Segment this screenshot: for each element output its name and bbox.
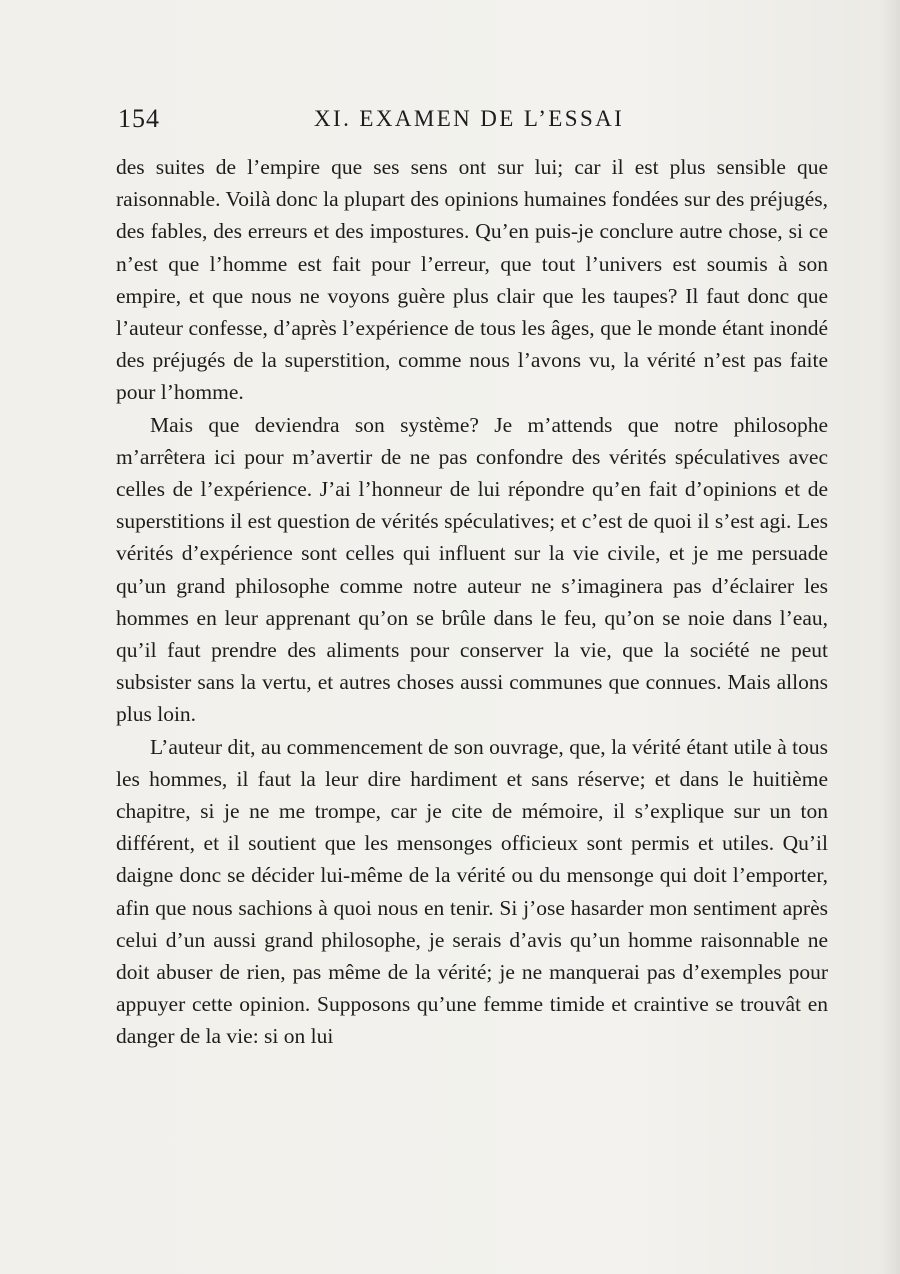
paragraph-3: L’auteur dit, au commencement de son ouvrage, que, la vérité étant utile à tous les hommes, il faut la leur dire hardiment et sans réserve; et dans le huitième chapitre, si je ne me trompe, car je cite de mémoire, il s’explique sur un ton différent, et il soutient que les mensonges officieux sont permis et utiles. Qu’il daigne donc se décider lui-même de la vérité ou du mensonge qui doit l’emporter, afin que nous sachions à quoi nous en tenir. Si j’ose hasarder mon sentiment après celui d’un aussi grand philosophe, je serais d’avis qu’un homme raisonnable ne doit abuser de rien, pas même de la vérité; je ne manquerai pas d’exemples pour appuyer cette opinion. Supposons qu’une femme timide et craintive se trouvât en danger de la vie: si on lui: [116, 734, 828, 1049]
paragraph-1: des suites de l’empire que ses sens ont sur lui; car il est plus sensible que raisonnable. Voilà donc la plupart des opinions humaines fondées sur des préjugés, des fables, des erreurs et des impostures. Qu’en puis-je conclure autre chose, si ce n’est que l’homme est fait pour l’erreur, que tout l’univers est soumis à son empire, et que nous ne voyons guère plus clair que les taupes? Il faut donc que l’auteur confesse, d’après l’expérience de tous les âges, que le monde étant inondé des préjugés de la superstition, comme nous l’avons vu, la vérité n’est pas faite pour l’homme.: [116, 155, 828, 405]
page-edge-shadow: [882, 0, 900, 1274]
page-number: 154: [118, 104, 160, 133]
running-head: XI. EXAMEN DE L’ESSAI: [314, 106, 625, 131]
body-text: [116, 151, 828, 1053]
paragraph-2: Mais que deviendra son système? Je m’attends que notre philosophe m’arrêtera ici pour m’avertir de ne pas confondre des vérités spéculatives avec celles de l’expérience. J’ai l’honneur de lui répondre qu’en fait d’opinions et de superstitions il est question de vérités spéculatives; et c’est de quoi il s’est agi. Les vérités d’expérience sont celles qui influent sur la vie civile, et je me persuade qu’un grand philosophe comme notre auteur ne s’imaginera pas d’éclairer les hommes en leur apprenant qu’on se brûle dans le feu, qu’on se noie dans l’eau, qu’il faut prendre des aliments pour conserver la vie, que la société ne peut subsister sans la vertu, et autres choses aussi communes que connues. Mais allons plus loin.: [116, 412, 828, 727]
page-header: [118, 104, 828, 144]
